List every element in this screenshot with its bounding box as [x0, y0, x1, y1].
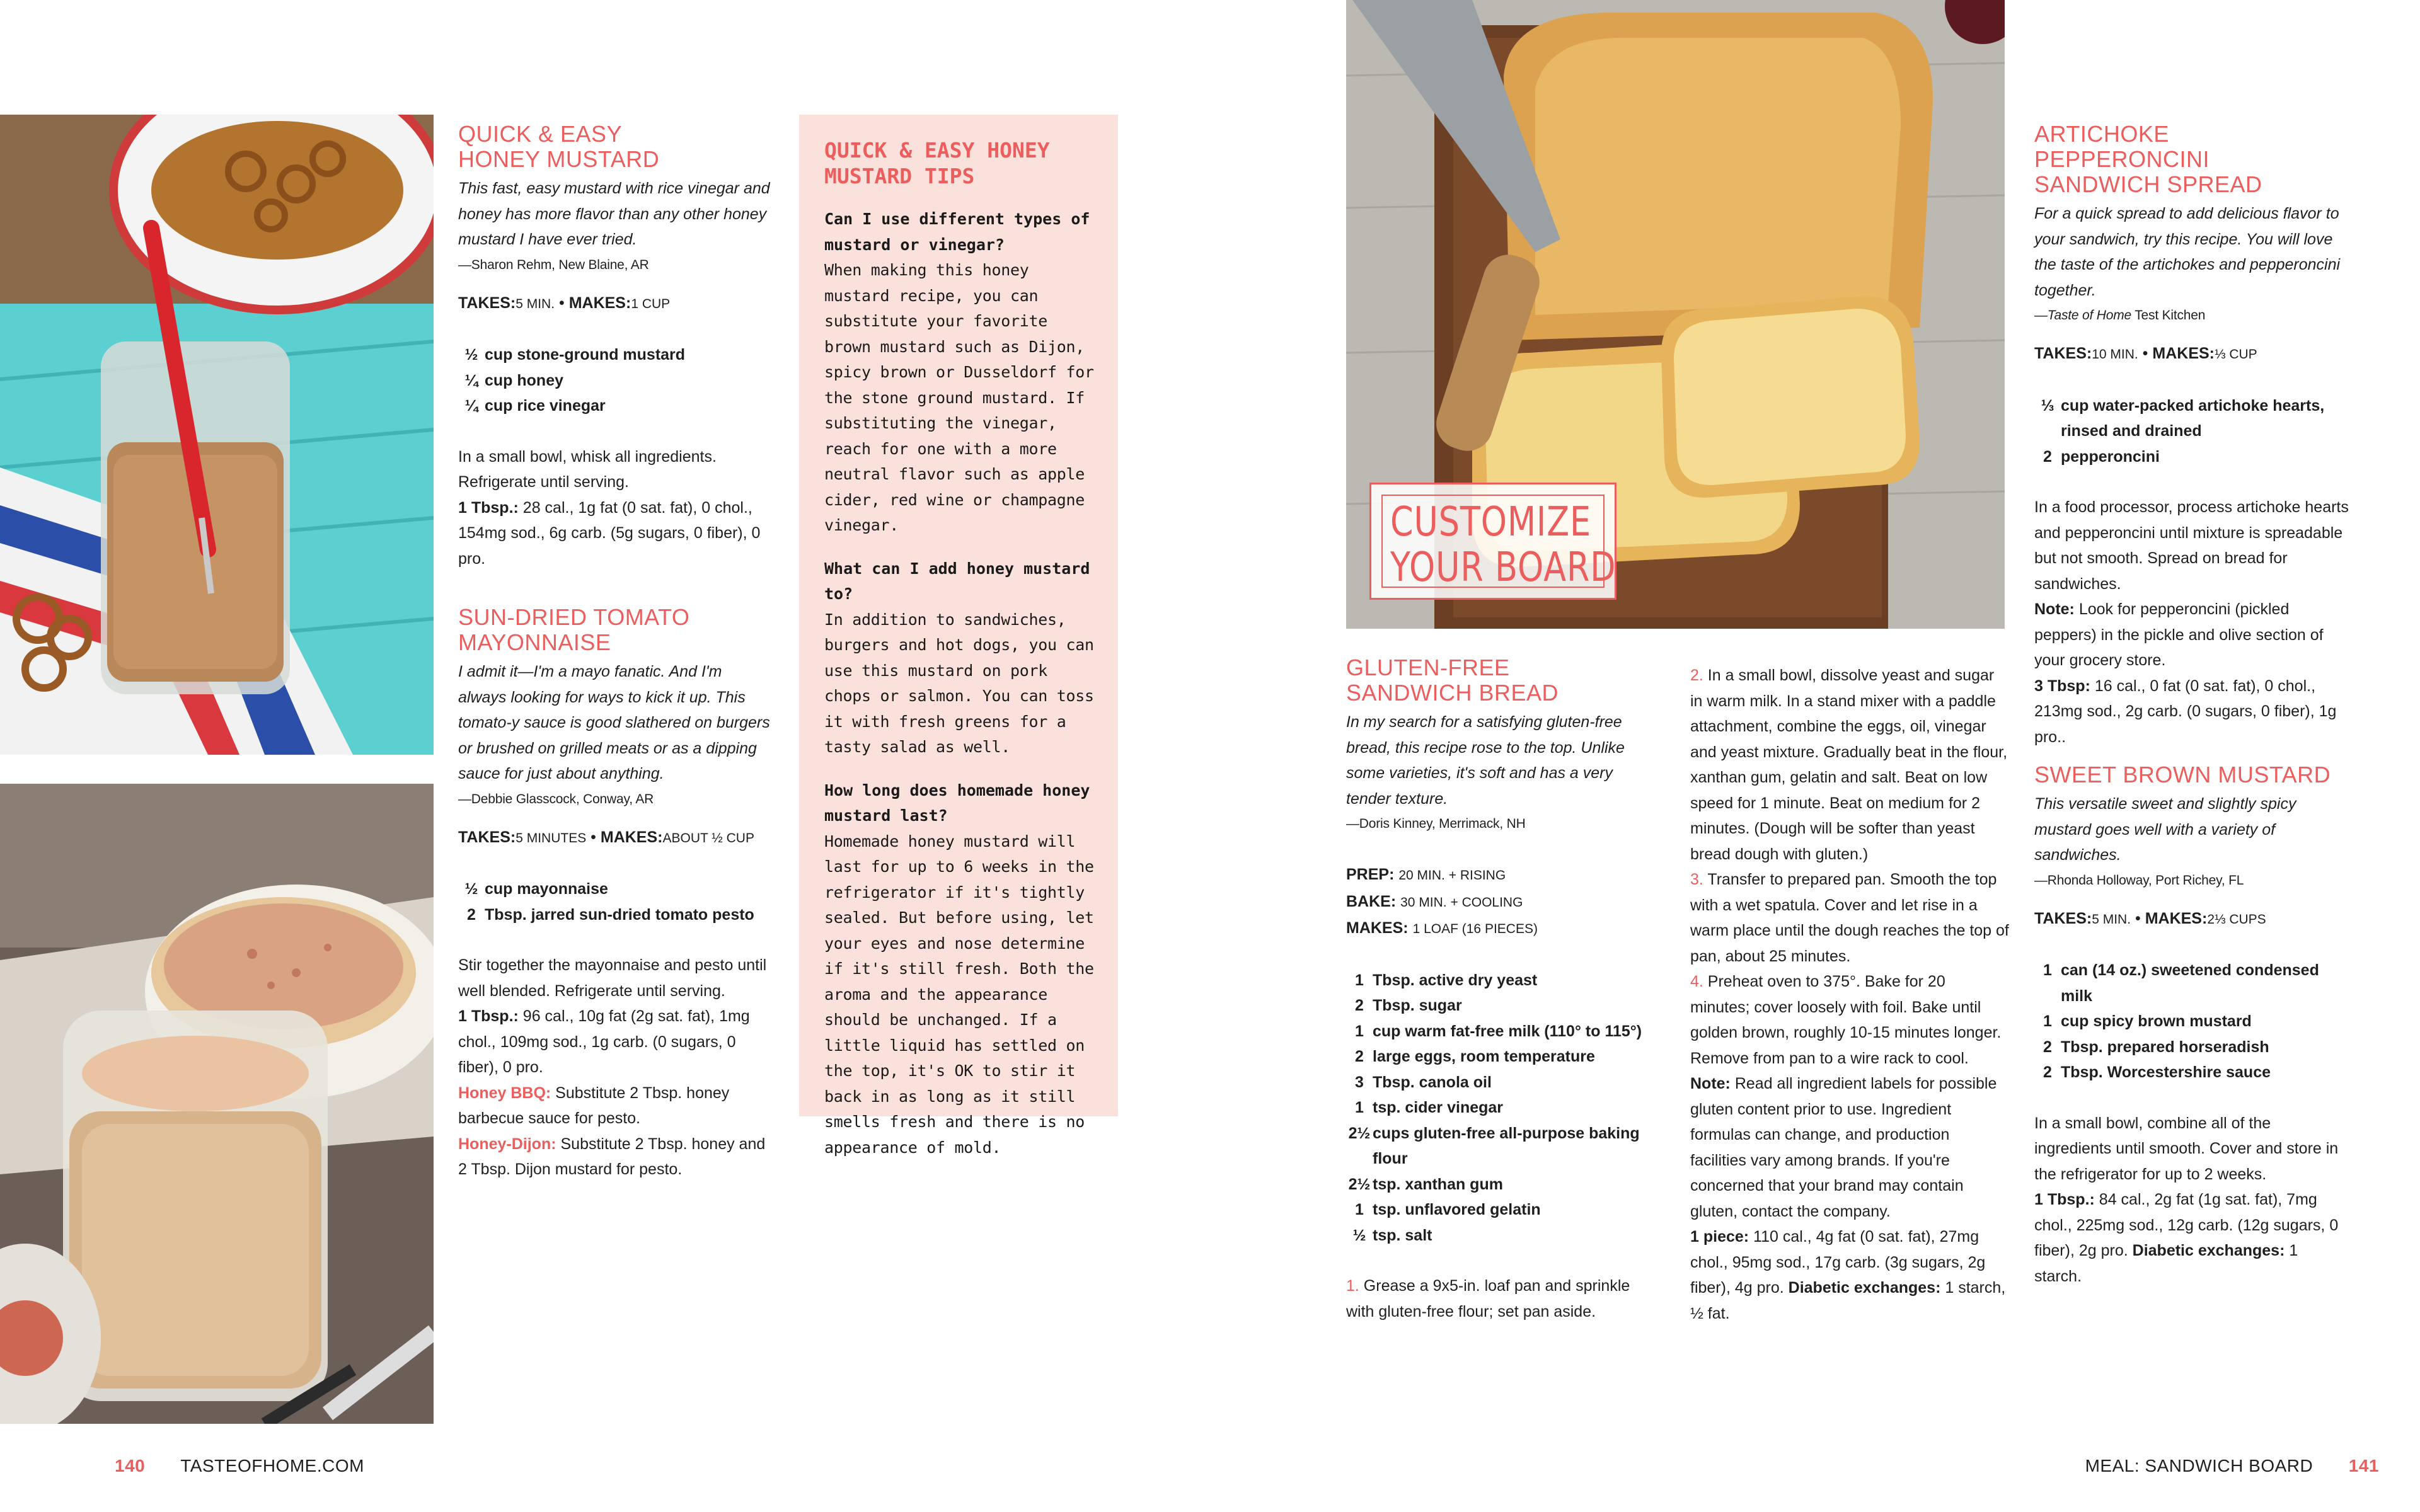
ingredient-item: 2 Tbsp. sugar	[1355, 997, 1462, 1014]
ingredient-item: 1 can (14 oz.) sweetened condensed milk	[2043, 961, 2319, 1005]
ingredient-item: ⅓ cup water-packed artichoke hearts, rinsed and drained	[2041, 396, 2325, 440]
footer-left	[115, 1455, 364, 1477]
recipe-step: 2. In a small bowl, dissolve yeast and sugar in warm milk. In a stand mixer with a paddle attachment, combine the eggs, oil, vinegar and yeast mixture. Gradually beat in the flour, xanthan gum, gelatin and salt. Beat on low speed for 1 minute. Beat on medium for 2 minutes. (Dough will be softer than yeast bread dough with gluten.)	[1690, 667, 2008, 863]
recipe-nutrition: 1 Tbsp.: 84 cal., 2g fat (1g sat. fat), 7mg chol., 225mg sod., 12g carb. (12g sugars, 0 fiber), 2g pro. Diabetic exchanges: 1 starch.	[2034, 1191, 2339, 1285]
recipe-nutrition: 1 piece: 110 cal., 4g fat (0 sat. fat), 27mg chol., 95mg sod., 17g carb. (3g sugars, 2g fiber), 4g pro. Diabetic exchanges: 1 starch, ½ fat.	[1690, 1228, 2006, 1322]
tomato-mayonnaise-photo	[0, 784, 434, 1424]
recipe-takes-makes: TAKES:10 MIN. • MAKES:⅓ CUP	[2034, 345, 2257, 362]
ingredient-item: 1 Tbsp. active dry yeast	[1355, 971, 1538, 989]
tips-answer: Homemade honey mustard will last for up to 6 weeks in the refrigerator if it's tightly sealed. But before using, let your eyes and nose determine if it's still fresh. Both the aroma and the appearance should be unchanged. If a little liquid has settled on the top, it's OK to stir it back in as long as it still smells fresh and there is no appearance of mold.	[824, 832, 1094, 1157]
recipe-nutrition: 1 Tbsp.: 28 cal., 1g fat (0 sat. fat), 0 chol., 154mg sod., 6g carb. (5g sugars, 0 fiber), 0 pro.	[458, 498, 761, 568]
recipe-intro: I admit it—I'm a mayo fanatic. And I'm always looking for ways to kick it up. This tomato-y sauce is good slathered on burgers or brushed on grilled meats or as a dipping sauce for just about anything.	[458, 663, 770, 782]
honey-mustard-photo	[0, 115, 434, 755]
gluten-free-bread-recipe	[1346, 655, 1644, 1324]
ingredient-list	[458, 876, 770, 927]
recipe-note: Note: Read all ingredient labels for possible gluten content prior to use. Ingredient formulas can change, and production facilities vary among brands. If you're concerned that your brand may contain gluten, contact the company.	[1690, 1075, 1997, 1220]
ingredient-item: 2 large eggs, room temperature	[1355, 1048, 1595, 1065]
recipe-byline: —Doris Kinney, Merrimack, NH	[1346, 816, 1526, 831]
ingredient-list	[458, 342, 770, 419]
honey-mustard-recipe	[458, 122, 770, 571]
tomato-mayonnaise-recipe	[458, 605, 770, 1183]
gluten-free-bread-steps	[1690, 663, 2009, 1326]
recipe-title: SWEET BROWN MUSTARD	[2034, 762, 2331, 788]
recipe-directions: Stir together the mayonnaise and pesto until well blended. Refrigerate until serving.	[458, 956, 767, 1000]
recipe-takes-makes: TAKES:5 MIN. • MAKES:1 CUP	[458, 294, 671, 312]
ingredient-item: 1 cup spicy brown mustard	[2043, 1012, 2252, 1030]
ingredient-item: ½ tsp. salt	[1352, 1226, 1432, 1244]
ingredient-item: 1 tsp. cider vinegar	[1355, 1099, 1504, 1116]
tips-question: What can I add honey mustard to?	[824, 559, 1090, 603]
ingredient-item: ½ cup mayonnaise	[464, 880, 608, 898]
recipe-nutrition: 3 Tbsp: 16 cal., 0 fat (0 sat. fat), 0 chol., 213mg sod., 2g carb. (0 sugars, 0 fiber), 1g pro..	[2034, 677, 2337, 746]
recipe-variation: Honey-Dijon: Substitute 2 Tbsp. honey and 2 Tbsp. Dijon mustard for pesto.	[458, 1135, 766, 1178]
page-number: 141	[2348, 1456, 2379, 1475]
recipe-directions: In a small bowl, combine all of the ingredients until smooth. Cover and store in the refrigerator for up to 2 weeks.	[2034, 1114, 2339, 1183]
ingredient-list	[2034, 958, 2349, 1085]
ingredient-item: ¼ cup rice vinegar	[464, 397, 606, 415]
recipe-title: QUICK & EASY HONEY MUSTARD	[458, 121, 660, 172]
tips-box	[799, 115, 1118, 1157]
badge-line: YOUR BOARD	[1390, 544, 1616, 591]
recipe-prep: PREP: 20 MIN. + RISING	[1346, 866, 1506, 883]
recipe-takes-makes: TAKES:5 MINUTES • MAKES:ABOUT ½ CUP	[458, 828, 754, 846]
ingredient-item: 2 Tbsp. jarred sun-dried tomato pesto	[467, 905, 754, 924]
tips-question: Can I use different types of mustard or vinegar?	[824, 210, 1090, 254]
tips-question: How long does homemade honey mustard last?	[824, 781, 1090, 825]
recipe-title: ARTICHOKE PEPPERONCINI SANDWICH SPREAD	[2034, 121, 2262, 197]
ingredient-item: 2 Tbsp. prepared horseradish	[2043, 1038, 2269, 1056]
recipe-intro: For a quick spread to add delicious flavor to your sandwich, try this recipe. You will love the taste of the artichokes and pepperoncini together.	[2034, 205, 2341, 299]
recipe-nutrition: 1 Tbsp.: 96 cal., 10g fat (2g sat. fat), 1mg chol., 109mg sod., 1g carb. (0 sugars, 0 fiber), 0 pro.	[458, 1007, 750, 1076]
ingredient-list	[1346, 968, 1644, 1249]
ingredient-item: 2 pepperoncini	[2043, 447, 2160, 466]
ingredient-item: 2 Tbsp. Worcestershire sauce	[2043, 1063, 2271, 1081]
site-name: TASTEOFHOME.COM	[180, 1456, 364, 1475]
recipe-byline: —Taste of Home Test Kitchen	[2034, 308, 2206, 323]
ingredient-item: 1 cup warm fat-free milk (110° to 115°)	[1355, 1022, 1642, 1040]
footer-right	[2085, 1455, 2379, 1477]
ingredient-list	[2034, 393, 2349, 470]
recipe-takes-makes: TAKES:5 MIN. • MAKES:2⅓ CUPS	[2034, 909, 2266, 927]
recipe-variation: Honey BBQ: Substitute 2 Tbsp. honey barbecue sauce for pesto.	[458, 1084, 730, 1127]
recipe-note: Note: Look for pepperoncini (pickled peppers) in the pickle and olive section of your grocery store.	[2034, 600, 2324, 669]
page-number: 140	[115, 1456, 146, 1475]
ingredient-item: 2½ cups gluten-free all-purpose baking flour	[1348, 1124, 1640, 1167]
recipe-byline: —Rhonda Holloway, Port Richey, FL	[2034, 873, 2244, 888]
recipe-title: SUN-DRIED TOMATO MAYONNAISE	[458, 604, 690, 655]
recipe-step: 4. Preheat oven to 375°. Bake for 20 minutes; cover loosely with foil. Bake until golden brown, roughly 10-15 minutes longer. Remove from pan to a wire rack to cool.	[1690, 973, 2002, 1067]
ingredient-item: 3 Tbsp. canola oil	[1355, 1073, 1492, 1091]
badge-line: CUSTOMIZE	[1390, 499, 1591, 546]
customize-board-badge	[1369, 483, 1616, 600]
recipe-intro: In my search for a satisfying gluten-free bread, this recipe rose to the top. Unlike some varieties, it's soft and has a very tender texture.	[1346, 713, 1625, 808]
recipe-byline: —Sharon Rehm, New Blaine, AR	[458, 257, 649, 272]
recipe-makes: MAKES: 1 LOAF (16 PIECES)	[1346, 919, 1538, 937]
recipe-intro: This fast, easy mustard with rice vinegar and honey has more flavor than any other honey mustard I have ever tried.	[458, 180, 770, 248]
tips-answer: In addition to sandwiches, burgers and hot dogs, you can use this mustard on pork chops or salmon. You can toss it with fresh greens for a tasty salad as well.	[824, 610, 1094, 756]
recipe-intro: This versatile sweet and slightly spicy mustard goes well with a variety of sandwiches.	[2034, 795, 2296, 864]
ingredient-item: 1 tsp. unflavored gelatin	[1355, 1201, 1541, 1218]
recipe-bake: BAKE: 30 MIN. + COOLING	[1346, 892, 1523, 910]
sweet-brown-mustard-recipe	[2034, 762, 2349, 1289]
recipe-step: 3. Transfer to prepared pan. Smooth the top with a wet spatula. Cover and let rise in a warm place until the dough reaches the top of pan, about 25 minutes.	[1690, 871, 2009, 965]
ingredient-item: 2½ tsp. xanthan gum	[1348, 1175, 1503, 1193]
recipe-step: 1. Grease a 9x5-in. loaf pan and sprinkle with gluten-free flour; set pan aside.	[1346, 1277, 1630, 1320]
recipe-directions: In a small bowl, whisk all ingredients. Refrigerate until serving.	[458, 447, 717, 491]
recipe-byline: —Debbie Glasscock, Conway, AR	[458, 791, 654, 806]
ingredient-item: ¼ cup honey	[464, 371, 564, 389]
tips-answer: When making this honey mustard recipe, you can substitute your favorite brown mustard such as Dijon, spicy brown or Dusseldorf for the stone ground mustard. If substituting the vinegar, reach for one with a more neutral flavor such as apple cider, red wine or champagne vinegar.	[824, 261, 1094, 534]
tips-title: QUICK & EASY HONEY MUSTARD TIPS	[824, 138, 1050, 188]
section-name: MEAL: SANDWICH BOARD	[2085, 1456, 2313, 1475]
artichoke-spread-recipe	[2034, 122, 2349, 750]
ingredient-item: ½ cup stone-ground mustard	[464, 346, 686, 364]
recipe-title: GLUTEN-FREE SANDWICH BREAD	[1346, 655, 1559, 706]
recipe-directions: In a food processor, process artichoke hearts and pepperoncini until mixture is spreadable but not smooth. Spread on bread for sandwiches.	[2034, 498, 2349, 593]
